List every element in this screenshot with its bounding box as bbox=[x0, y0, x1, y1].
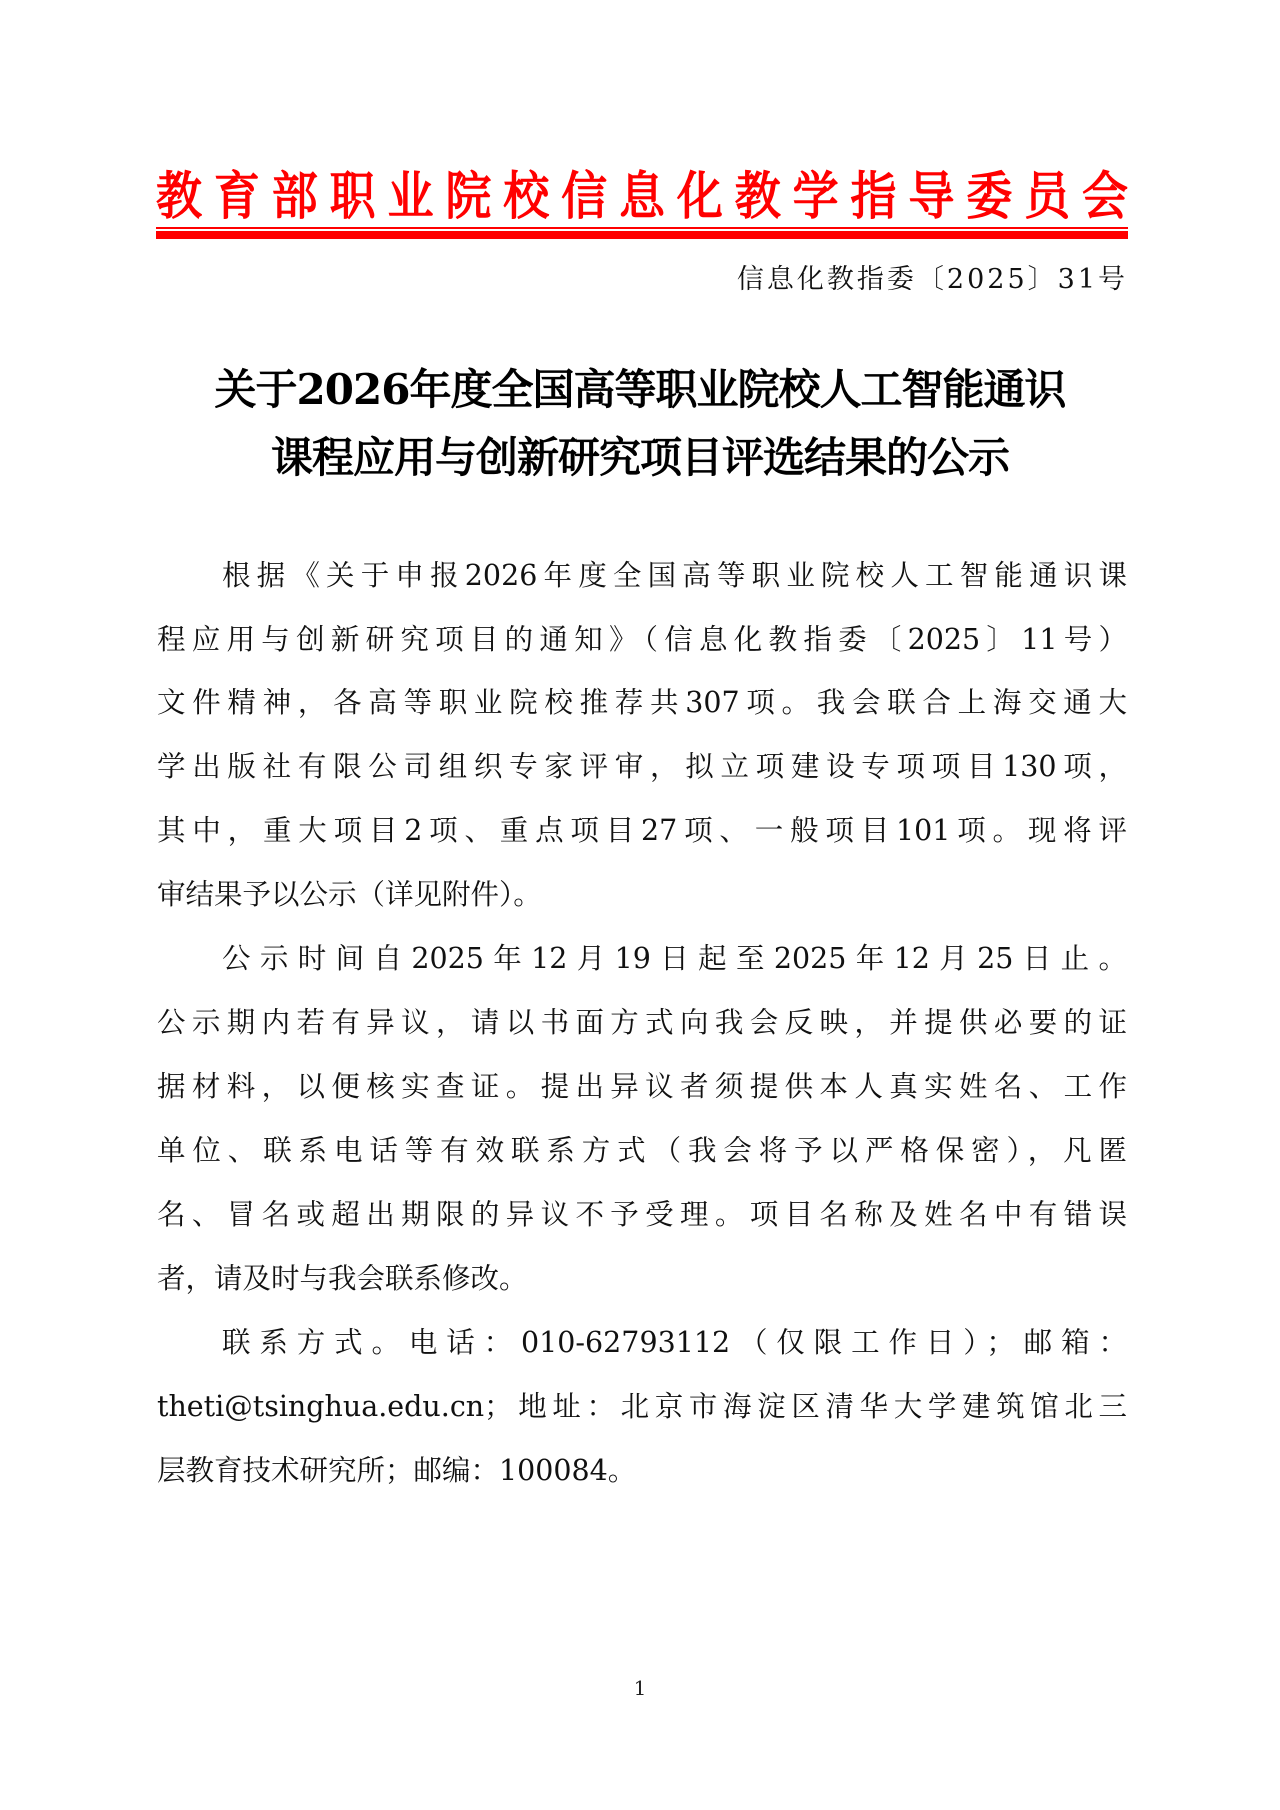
paragraph-1-line: 其中，重大项目2项、重点项目27项、一般项目101项。现将评 bbox=[157, 814, 1127, 847]
paragraph-2-line: 名、冒名或超出期限的异议不予受理。项目名称及姓名中有错误 bbox=[157, 1198, 1127, 1231]
paragraph-3-line: 层教育技术研究所；邮编：100084。 bbox=[157, 1454, 637, 1487]
paragraph-1-line: 审结果予以公示（详见附件）。 bbox=[157, 878, 542, 911]
paragraph-2-line: 单位、联系电话等有效联系方式（我会将予以严格保密），凡匿 bbox=[157, 1134, 1127, 1167]
org-char: 校 bbox=[503, 165, 550, 227]
paragraph-1-line: 程应用与创新研究项目的通知》（信息化教指委〔2025〕11号） bbox=[157, 623, 1127, 656]
paragraph-2-line: 者，请及时与我会联系修改。 bbox=[157, 1262, 528, 1295]
org-char: 部 bbox=[271, 165, 318, 227]
org-char: 教 bbox=[734, 165, 781, 227]
org-char: 职 bbox=[329, 165, 376, 227]
org-char: 教 bbox=[156, 165, 202, 227]
document-title-line-2: 课程应用与创新研究项目评选结果的公示 bbox=[270, 433, 1009, 482]
org-char: 学 bbox=[792, 165, 839, 227]
org-char: 院 bbox=[445, 165, 492, 227]
paragraph-3-line: theti@tsinghua.edu.cn；地址：北京市海淀区清华大学建筑馆北三 bbox=[157, 1390, 1127, 1423]
document-title-line-1: 关于2026年度全国高等职业院校人工智能通识 bbox=[214, 365, 1066, 414]
paragraph-1-line: 学出版社有限公司组织专家评审，拟立项建设专项项目130项， bbox=[157, 750, 1127, 783]
paragraph-3-line: 联系方式。电话：010-62793112（仅限工作日）；邮箱： bbox=[222, 1326, 1127, 1359]
org-char: 员 bbox=[1024, 165, 1071, 227]
paragraph-2-line: 公示时间自2025年12月19日起至2025年12月25日止。 bbox=[222, 942, 1127, 975]
organization-header bbox=[156, 166, 1128, 226]
org-char: 业 bbox=[387, 165, 434, 227]
org-char: 化 bbox=[676, 165, 723, 227]
paragraph-2-line: 公示期内若有异议，请以书面方式向我会反映，并提供必要的证 bbox=[157, 1006, 1127, 1039]
header-rule-thin bbox=[156, 227, 1128, 229]
document-number: 信息化教指委〔2025〕31号 bbox=[736, 264, 1128, 295]
org-char: 委 bbox=[966, 165, 1013, 227]
paragraph-1-line: 文件精神，各高等职业院校推荐共307项。我会联合上海交通大 bbox=[157, 686, 1127, 719]
org-char: 息 bbox=[619, 165, 665, 227]
org-char: 指 bbox=[850, 165, 897, 227]
org-char: 信 bbox=[561, 165, 608, 227]
org-char: 会 bbox=[1082, 165, 1128, 227]
page-number: 1 bbox=[633, 1676, 647, 1700]
org-char: 育 bbox=[213, 165, 260, 227]
header-rule-thick bbox=[156, 231, 1128, 239]
paragraph-1-line: 根据《关于申报2026年度全国高等职业院校人工智能通识课 bbox=[222, 559, 1127, 592]
paragraph-2-line: 据材料，以便核实查证。提出异议者须提供本人真实姓名、工作 bbox=[157, 1070, 1127, 1103]
org-char: 导 bbox=[908, 165, 955, 227]
